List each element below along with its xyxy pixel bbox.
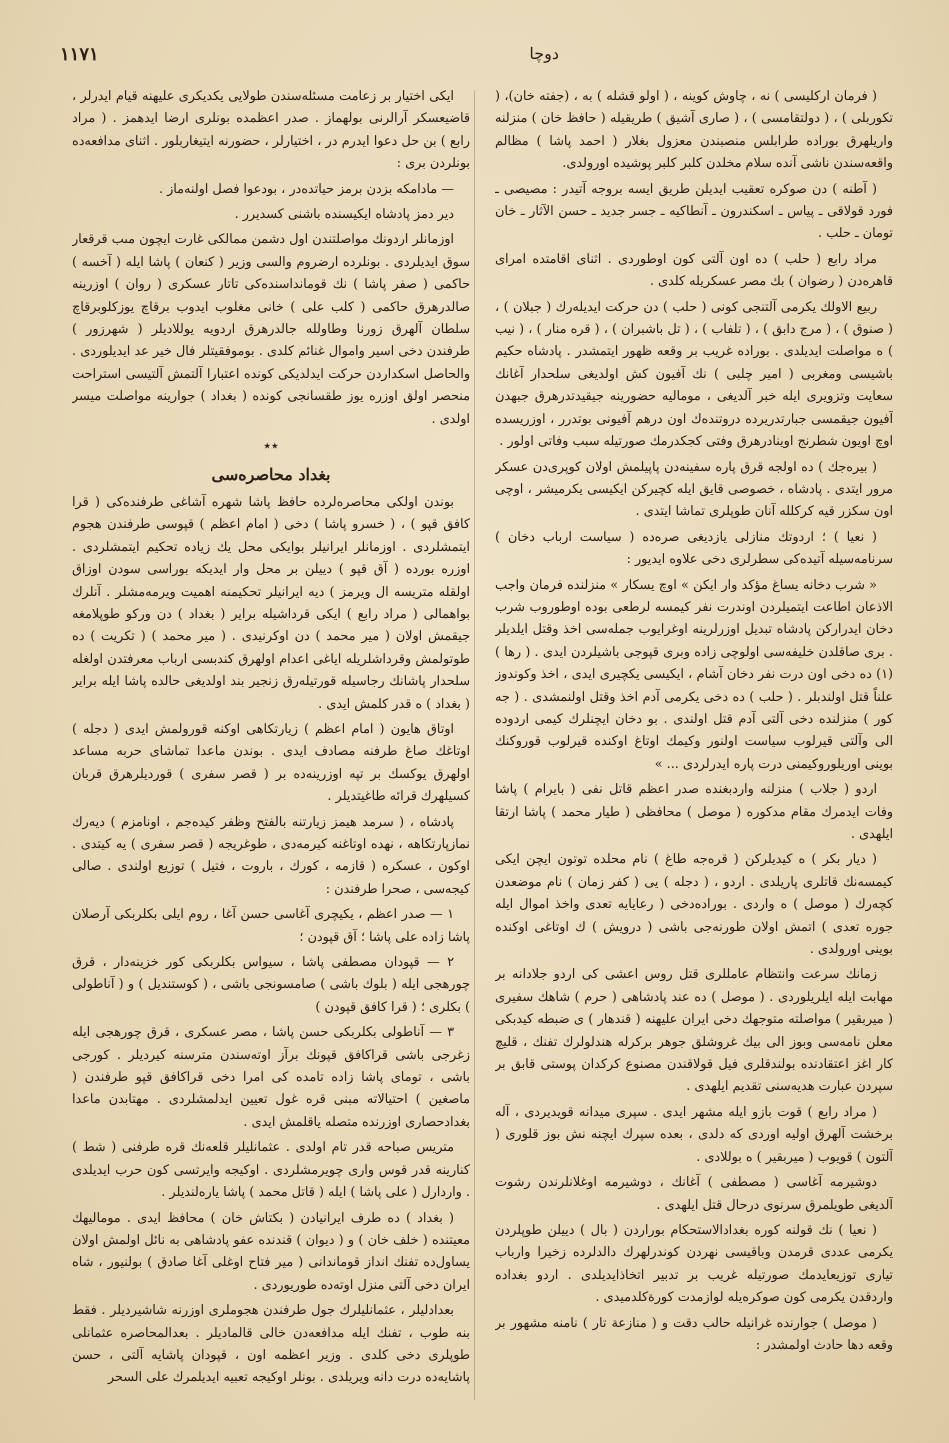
paragraph: ( فرمان اركليسى ) نه ، چاوش كوينه ، ( اولو قشله ) به ، (جفته خان)، ( تكوربلى ) ، ( دولتقامسى ) ، ( صارى آشيق ) طريقيله ( حافظ خان ) منزلنه واريلهرق بوراده طرابلس منصبندن معزول بغلار ( احمد پاشا ) مظالم واقعه‌سندن ناشى آنده سلام مخلدن كلبر كلبر پوشيده اورولدى. <box>495 89 893 172</box>
paragraph: ( آطنه ) دن صوكره تعقيب ايديلن طريق ايسه بروجه آتيدر : مصيصى ـ فورد قولاقى ـ پياس ـ اسكندرون ـ آنطاكيه ـ جسر جديد ـ حسن الآثار ـ خان تومان ـ حلب . <box>495 181 893 242</box>
section-heading: بغداد محاصره‌سى <box>211 464 331 484</box>
paragraph: ( مراد رابع ) قوت بازو ايله مشهر ايدى . سپرى ميدانه قويديردى ، آله برخشت آلهرق اوليه اوردى كه دلدى ، بعده سپرك ايچنه نش بوز قلورى ( آلتون ) قويوب ( ميربقير ) ه بوللادى . <box>495 1104 893 1165</box>
paragraph: پادشاه ، ( سرمد هيمز زيارتنه بالفتح وظفر كيده‌جم ، اونامزم ) ديه‌رك نمازپارتكاهه ، نهده اوتاغنه كيرمه‌دى ، طوغريجه ( قصر سفرى ) يه كيتدى . اوكون ، عسكره ( قازمه ، كورك ، باروت ، فتيل ) توزيع اولندى . صالى كيجه‌سى ، صحرا طرفندن : <box>72 814 470 897</box>
paragraph: بعدادليلر ، عثمانليلرك جول طرفندن هجوملرى اوزرنه شاشيرديلر . فقط بنه طوب ، تفنك ايله مدافعه‌دن خالى قالماديلر . بعدالمحاصره عثمانلى طوپلرى دخى كلدى . وزير اعظمه اون ، قپودان پاشايه آلتى ، حسن پاشايه‌ده درت دانه ويريلدى . بونلر اوكيجه تعبيه ايديلمرك على السحر <box>72 1303 470 1386</box>
paragraph: بوندن اولكى محاصره‌لرده حافظ پاشا شهره آشاغى طرفنده‌كى ( قرا كافق قپو ) ، ( خسرو پاشا ) دخى ( امام اعظم ) قپوسى طرفندن هجوم ايتمشلردى . اوزمانلر ايرانيلر بوايكى محل يك زياده تحكيم ايتمشلردى . اوزره بورده ( آق قپو ) دييلن بر محل وار ايديكه بوراسى سودن اوزاق اولقله متريسه ال ويرمز ) ديه ايرانيلر تحكيمنه اهميت ويرمه‌مشلر . آنلرك بواهمالى ( مراد رابع ) ايكى قرداشيله براير ( بغداد ) دن وركو طوپلامغه جيقمش اولان ( مير محمد ) دن اوكرنيدى . ( مير محمد ) ( تكريت ) ده طوتولمش وقرداشلريله اياغى اعدام اولهرق كندبسى ارباب معرفتدن اولغله سلحدار پاشانك رجاسيله قورتيله‌رق زنجير بند اولديغى حالده پاشا ايله براير ( بغداد ) ه قدر كلمش ايدى . <box>72 494 470 712</box>
paragraph: « شرب دخانه يساغ مؤكد وار ايكن » اوچ يسكار » منزلنده فرمان واجب الاذعان اطاعت ايتميلردن اوندرت نفر كيمسه لرطعى بوده اوطوروب شرب دخان ايدراركن پادشاه تبديل اوزرلرينه اوغرايوب جمله‌سى اخذ وقتل ايلديلر . برى صاقلدن خليفه‌سى اولوچى زاده وبرى قپوجى باشيلردن ايدى . ( رها ) (١) ده دخى اون درت نفر دخان آشام ، ايكيسى يكچيرى ايدى ، اخذ وكوندوز علناً قتل اولندبلر . ( حلب ) ده دخى يكرمى آدم اخذ وقتل اولنمشدى . ( جه كور ) منزلنده دخى آلتى آدم قتل اولندى . بو دخان ايچنلرك كيمى اردوده الى وآلتى قيرلوب سياست اولنور وكيمك اوتاغ اوكنده قيرلوب قوروكنك بوينى اوريلوروكيمنى درت پاره ايدرلردى ... » <box>495 577 893 772</box>
paragraph: ( بيره‌جك ) ده اولجه قرق پاره سفينه‌دن پاپيلمش اولان كوپرى‌دن عسكر مرور ايتدى . پادشاه ، خصوصى قايق ايله كچيركن ايكيسى يكرميشر ، اوچى اون سكزر قيه كركلله آنان طوپلرى تماشا ايتدى . <box>495 459 893 520</box>
paragraph: دوشيرمه آغاسى ( مصطفى ) آغانك ، دوشيرمه اوغلانلرندن رشوت آلديغى طويلمرق سرنوى درحال قتل ايلهدى . <box>495 1175 893 1213</box>
left-column <box>72 86 470 1406</box>
paragraph: ٢ — قپودان مصطفى پاشا ، سيواس بكلربكى كور خزينه‌دار ، قرق چورهجى ايله ( بلوك باشى ) صامسونجى باشى ، ( كوستنديل ) و ( آناطولى ) بكلرى ؛ ( قرا كافق قپودن ) <box>72 955 470 1015</box>
page-number: ۱۱۷۱ <box>60 44 99 65</box>
paragraph: ( موصل ) جوارنده غرانيله حالب دقت و ( منازعة تار ) نامنه مشهور بر وقعه دها حادث اولمشدر : <box>495 1315 893 1353</box>
paragraph: ( نعيا ) نك قولنه كوره بغدادالاستحكام بوراردن ( بال ) دييلن طوپلردن يكرمى عددى قرمدن وباقيسى نهردن كوندرلهرك دالدلرده زخيرا وارباب تيارى توزيعايدمك صورتيله غريب بر تدبير اتخاذايديلدى . اردو بغداده واردقدن يكرمى كون صوكره‌يله لوازمدت كورة‌كلدميدى . <box>495 1222 893 1306</box>
paragraph: — مادامكه بزدن برمز حياتده‌در ، بودعوا فصل اولنه‌ماز . <box>158 181 454 197</box>
paragraph: مراد رابع ( حلب ) ده اون آلتى كون اوطوردى . اثناى اقامتده امراى قاهره‌دن ( رضوان ) بك مصر عسكريله كلدى . <box>495 251 893 290</box>
paragraph: ١ — صدر اعظم ، يكيچرى آغاسى حسن آغا ، روم ايلى بكلربكى آرصلان پاشا زاده على پاشا ؛ آق قپودن ؛ <box>72 907 470 945</box>
paragraph: ( نعيا ) ؛ اردوتك منازلى يازديغى صره‌ده ( سياست ارباب دخان ) سرنامه‌سيله آتيده‌كى سطرلرى دخى علاوه ايديور : <box>495 529 893 568</box>
paragraph: ( ديار بكر ) ه كيديلركن ( قره‌جه طاغ ) نام محلده توتون ايچن ايكى كيمسه‌نك قاتلرى پاريلدى . اردو ، ( دجله ) يى ( كفر زمان ) نام موضعدن كچه‌رك ( موصل ) ه واردى . بوراده‌دخى ( رعايايه تعدى واخذ اموال ايله جوره تعدى ) اتمش اولان طورنه‌جى باشى ( درويش ) ك اوتاغى اوكنده بوينى اورولدى . <box>495 852 893 958</box>
paragraph: زمانك سرعت وانتظام عامللرى قتل روس اعشى كى اردو جلادانه بر مهابت ايله ايلريلوردى . ( موصل ) ده عند پادشاهى ( حرم ) شاهك سفيرى ( ميربقير ) مواصلته متوجهك دخى ايران عليهنه ( قندهار ) ى ضبطه كيدبكى معلن نامه‌سى وبوز الى بيك غروشلق جوهر بركرله هندلولرك تفنك ، قليچ كار اغز اعتقادنده بولندقلرى فيل قولاقندن مصنوع كركدان پوستى قابق بر سپردن عبارت هديه‌سنى تقديم ايلهدى . <box>495 967 893 1095</box>
right-column <box>495 86 893 1406</box>
paragraph: دير دمز پادشاه ايكيسنده باشنى كسديرر . <box>234 207 454 223</box>
paragraph: اوزمانلر اردونك مواصلتندن اول دشمن ممالكى غارت ايچون مىب قرقعار سوق ايديلردى . بونلرده ارضروم والسى وزير ( كنعان ) پاشا ايله ( آخسه ) حاكمى ( صفر پاشا ) نك قومانداسنده‌كى تاتار عسكرى ( روان ) اوزرينه صالدرهرق حاكمى ( كلب على ) خانى مغلوب ايدوب برقاچ يوزكلوبرقاچ سلطان آلهرق زورنا وطاولله جالدرهرق اردويه يوللاديلر ( شهرزور ) طرفندن دخى اسير واموال غنائم كلدى . بوموفقيتلر فال خير عد ايديلوردى . والحاصل اسكداردن حركت ايدلديكى كونده اعتبارا آلتمش آلتيسى استراحت منحصر اولق اوزره يوز طقسانجى كونده ( بغداد ) جوارينه مواصلت ميسر اولدى . <box>72 232 470 427</box>
paragraph: ربيع الاولك يكرمى آلتنجى كونى ( حلب ) دن حركت ايديله‌رك ( جبلان ) ، ( صنوق ) ، ( مرج دابق ) ، ( تلفاب ) ، ( تل باشبران ) ، ( قره منار ) ، ( نيب ) ه مواصلت ايديلدى . بوراده غريب بر وقعه ظهور ايتمشدر . پادشاه حكيم باشيسى ومغربى ( امير چلبى ) نك آفيون كش اولديغى سلحدار آغانك سعايت وتزويرى ايله خبر آلديغى ، موماليه حضورينه جيقيدتدرهرق جبهدن آفيون جيقمسى جبارتدريرده دروتنده‌ك اون درهم آفيونى بوتدرر ، اوزريسده اوچ اويون شطرنج اوينادرهرق وفتى كجكدرمك صورتيله سبب وفاتى اولور . <box>495 299 893 450</box>
page-header <box>60 44 889 84</box>
paragraph: متريس صباحه قدر تام اولدى . عثمانليلر قلعه‌نك قره طرفنى ( شط ) كنارينه قدر قوس وارى چويرمشلردى . اوكيجه وايرتسى كون حرب ايديلدى . واردارل ( على پاشا ) ايله ( قاتل محمد ) پاشا يارەلنديلر . <box>72 1140 470 1201</box>
column-divider <box>474 90 475 1400</box>
paragraph: ايكى اختيار بر زعامت مسئله‌سندن طولايى يكديكرى عليهنه قيام ايدرلر ، قاضيعسكر آرالرنى بولهماز . صدر اعظمده بونلرى ارضا ايدهمز . ( مراد رابع ) بن حل دعوا ايدرم در ، اختيارلر ، حضورنه ايتيغاربلور . اثناى مدافعه‌ده بونلردن برى : <box>72 89 470 172</box>
section-separator: ٭٭ <box>263 438 279 455</box>
paragraph: ( بغداد ) ده طرف ايرانيادن ( بكتاش خان ) محافظ ايدى . موماليهك معيتنده ( خلف خان ) و ( ديوان ) قندنده عفو پادشاهى به نائل اولمش اولان يساول‌ده تفنك انداز قوماندانى ( مير فتاح اوغلى آغا صادق ) بولنيور ، شاه ايران دخى آلتى منزل اوته‌ده طوريوردى . <box>72 1210 470 1293</box>
running-head: دوچا <box>529 44 559 63</box>
paragraph: اردو ( جلاب ) منزلنه واردبغنده صدر اعظم قاتل نفى ( بايرام ) پاشا وفات ايدمرك مقام مدكوره ( موصل ) محافظى ( طيار محمد ) پاشا ارتقا ايلهدى . <box>495 782 893 842</box>
paragraph: ٣ — آناطولى بكلربكى حسن پاشا ، مصر عسكرى ، قرق چورهجى ايله زغرجى باشى قراكافق قپونك برآز اوته‌سندن مترسنه كيرديلر . كورجى باشى ، توماى پاشا زاده تامده كى امرا دخى قراكافق قپو طرفندن ( ماصغين ) احتيالاته مبنى قره غول تعيين ايدلمشلردى . مهتابدن ماعدا بغدادحصارى اوزرنده متصله ياقلمش ايدى . <box>72 1025 470 1130</box>
paragraph: اوتاق هايون ( امام اعظم ) زيارتكاهى اوكنه قورولمش ايدى ( دجله ) اوتاغك صاغ طرفنه مصادف ايدى . بوندن ماعدا تماشاى حربه مساعد اولهرق يوكسك بر تپه اوزرينه‌ده بر ( قصر سفرى ) قورديلرهرق قربان كسيلهرك قرائه طاغيتديلر . <box>72 721 470 805</box>
